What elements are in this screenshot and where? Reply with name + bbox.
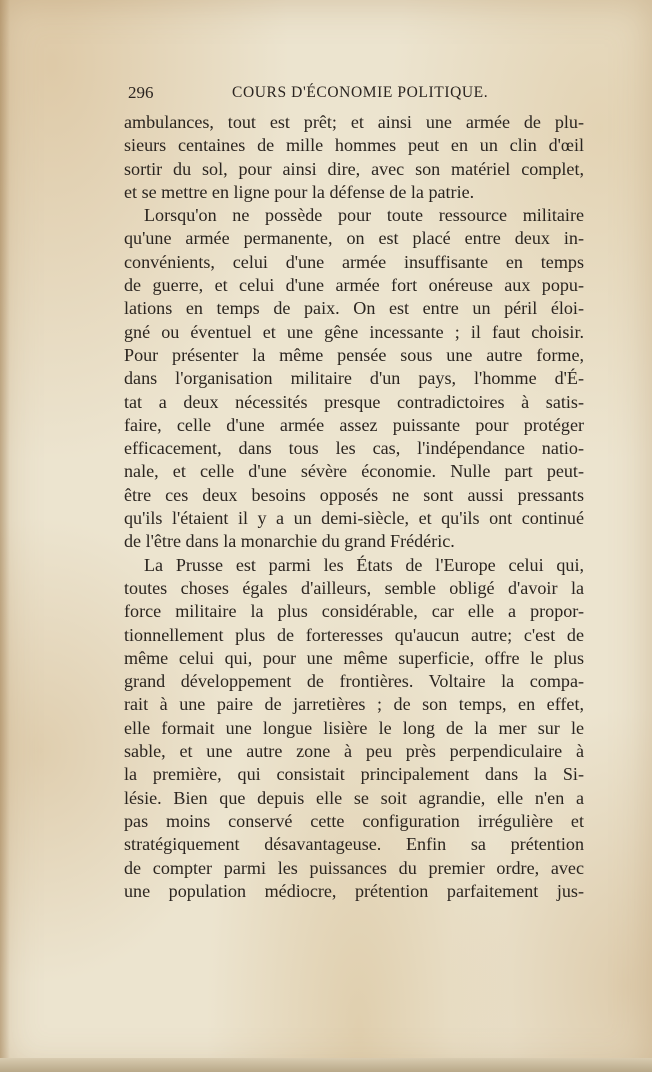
text-line: gné ou éventuel et une gêne incessante ; il faut choisir. (124, 321, 584, 342)
page-number: 296 (128, 83, 154, 102)
text-line: elle formait une longue lisière le long de la mer sur le (124, 717, 584, 738)
text-line: lations en temps de paix. On est entre un péril éloi- (124, 298, 584, 319)
text-line: convénients, celui d'une armée insuffisante en temps (124, 251, 584, 272)
text-line: de guerre, et celui d'une armée fort onéreuse aux popu- (124, 275, 584, 296)
text-line: lésie. Bien que depuis elle se soit agrandie, elle n'en a (124, 787, 584, 808)
text-line: sieurs centaines de mille hommes peut en un clin d'œil (124, 135, 584, 156)
text-line: tat a deux nécessités presque contradictoires à satis- (124, 391, 584, 412)
running-title: COURS D'ÉCONOMIE POLITIQUE. (232, 84, 489, 101)
text-line: la première, qui consistait principalement dans la Si- (124, 764, 584, 785)
text-line: toutes choses égales d'ailleurs, semble obligé d'avoir la (124, 577, 584, 598)
text-line: Lorsqu'on ne possède pour toute ressource militaire (144, 205, 584, 226)
text-line: qu'ils l'étaient il y a un demi-siècle, et qu'ils ont continué (124, 508, 584, 529)
text-line: efficacement, dans tous les cas, l'indépendance natio- (124, 438, 584, 459)
text-line: une population médiocre, prétention parfaitement jus- (124, 880, 584, 901)
text-line: de l'être dans la monarchie du grand Frédéric. (124, 531, 455, 552)
page-bottom-edge (0, 1058, 652, 1072)
text-line: qu'une armée permanente, on est placé entre deux in- (124, 228, 584, 249)
text-line: Pour présenter la même pensée sous une autre forme, (124, 344, 584, 365)
page-header (128, 83, 583, 105)
text-line: nale, et celle d'une sévère économie. Nulle part peut- (124, 461, 584, 482)
text-line: La Prusse est parmi les États de l'Europe celui qui, (144, 554, 584, 575)
text-line: pas moins conservé cette configuration irrégulière et (124, 810, 584, 831)
text-line: même celui qui, pour une même superficie, offre le plus (124, 647, 584, 668)
text-line: dans l'organisation militaire d'un pays, l'homme d'É- (124, 368, 584, 389)
text-line: force militaire la plus considérable, car elle a propor- (124, 601, 584, 622)
text-line: rait à une paire de jarretières ; de son temps, en effet, (124, 694, 584, 715)
text-line: sable, et une autre zone à peu près perpendiculaire à (124, 741, 584, 762)
text-line: sortir du sol, pour ainsi dire, avec son matériel complet, (124, 158, 584, 179)
text-line: de compter parmi les puissances du premier ordre, avec (124, 857, 584, 878)
text-line: tionnellement plus de forteresses qu'aucun autre; c'est de (124, 624, 584, 645)
page-binding-shadow (0, 0, 10, 1072)
text-line: stratégiquement désavantageuse. Enfin sa prétention (124, 834, 584, 855)
text-line: ambulances, tout est prêt; et ainsi une armée de plu- (124, 112, 584, 132)
text-line: grand développement de frontières. Voltaire la compa- (124, 671, 584, 692)
body-text (124, 111, 584, 903)
text-line: faire, celle d'une armée assez puissante pour protéger (124, 414, 584, 435)
text-line: et se mettre en ligne pour la défense de la patrie. (124, 181, 475, 202)
text-line: être ces deux besoins opposés ne sont aussi pressants (124, 484, 584, 505)
